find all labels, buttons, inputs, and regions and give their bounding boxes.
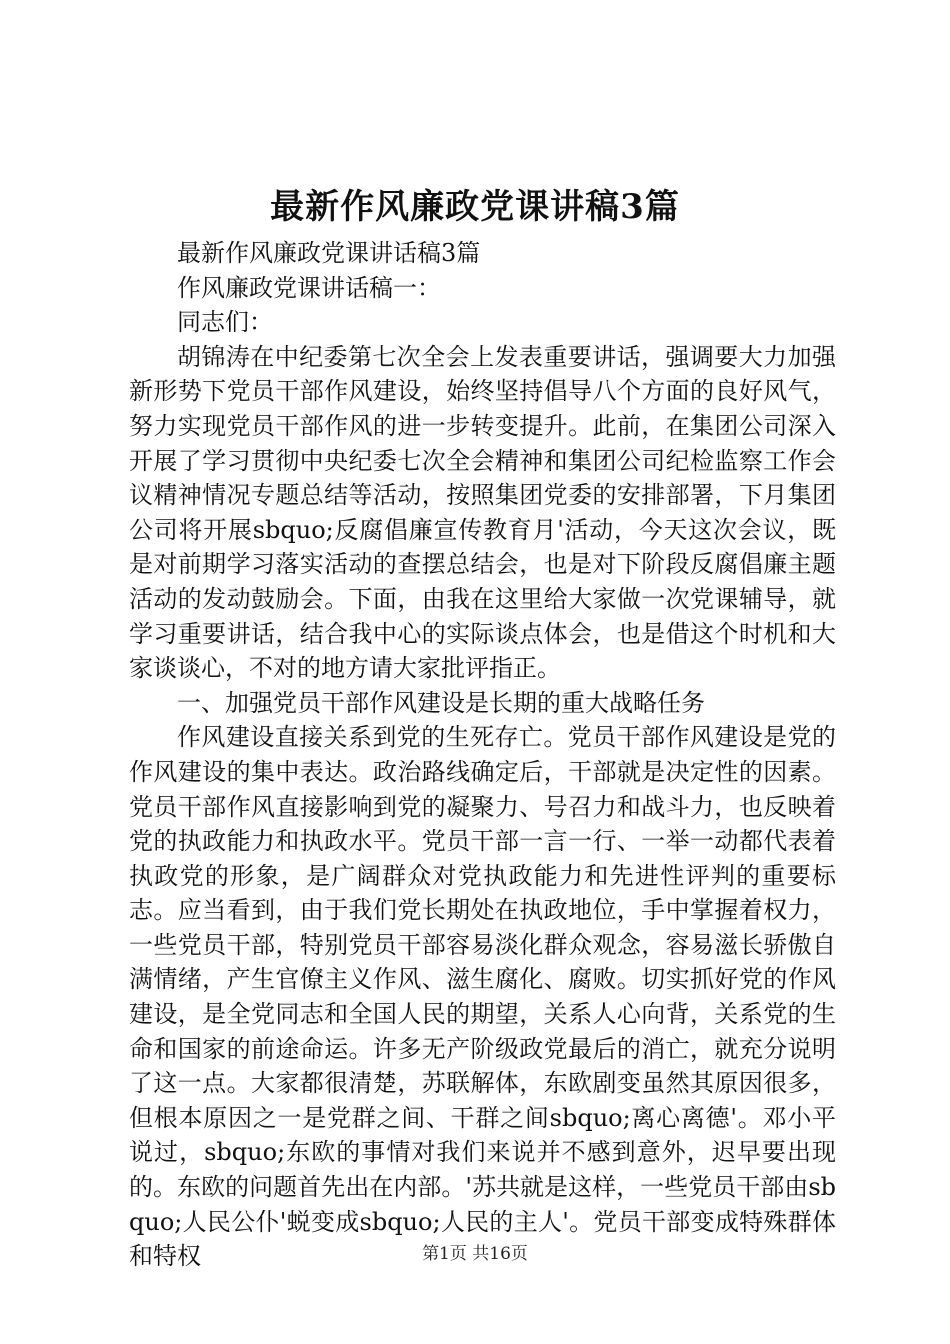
intro-paragraph: 胡锦涛在中纪委第七次全会上发表重要讲话，强调要大力加强新形势下党员干部作风建设，始终坚持倡导八个方面的良好风气，努力实现党员干部作风的进一步转变提升。此前，在集团公司深入开展了学习贯彻中央纪委七次全会精神和集团公司纪检监察工作会议精神情况专题总结等活动，按照集团党委的安排部署，下月集团公司将开展sbquo;反腐倡廉宣传教育月'活动，今天这次会议，既是对前期学习落实活动的查摆总结会，也是对下阶段反腐倡廉主题活动的发动鼓励会。下面，由我在这里给大家做一次党课辅导，就学习重要讲话，结合我中心的实际谈点体会，也是借这个时机和大家谈谈心，不对的地方请大家批评指正。 [129, 342, 836, 683]
subtitle-paragraph: 最新作风廉政党课讲话稿3篇 [177, 239, 481, 267]
page-number: 第1页 共16页 [422, 1244, 528, 1264]
salutation-paragraph: 同志们： [177, 308, 273, 337]
document-body [129, 236, 836, 1274]
section-heading-paragraph: 一、加强党员干部作风建设是长期的重大战略任务 [177, 688, 705, 717]
speech-heading-paragraph: 作风廉政党课讲话稿一： [177, 273, 441, 302]
section-body-paragraph: 作风建设直接关系到党的生死存亡。党员干部作风建设是党的作风建设的集中表达。政治路线确定后，干部就是决定性的因素。党员干部作风直接影响到党的凝聚力、号召力和战斗力，也反映着党的执政能力和执政水平。党员干部一言一行、一举一动都代表着执政党的形象，是广阔群众对党执政能力和先进性评判的重要标志。应当看到，由于我们党长期处在执政地位，手中掌握着权力，一些党员干部，特别党员干部容易淡化群众观念，容易滋长骄傲自满情绪，产生官僚主义作风、滋生腐化、腐败。切实抓好党的作风建设，是全党同志和全国人民的期望，关系人心向背，关系党的生命和国家的前途命运。许多无产阶级政党最后的消亡，就充分说明了这一点。大家都很清楚，苏联解体，东欧剧变虽然其原因很多，但根本原因之一是党群之间、干群之间sbquo;离心离德'。邓小平说过，sbquo;东欧的事情对我们来说并不感到意外，迟早要出现的。东欧的问题首先出在内部。'苏共就是这样，一些党员干部由sbquo;人民公仆'蜕变成sbquo;人民的主人'。党员干部变成特殊群体和特权 [129, 723, 836, 1271]
document-title: 最新作风廉政党课讲稿3篇 [270, 187, 680, 227]
